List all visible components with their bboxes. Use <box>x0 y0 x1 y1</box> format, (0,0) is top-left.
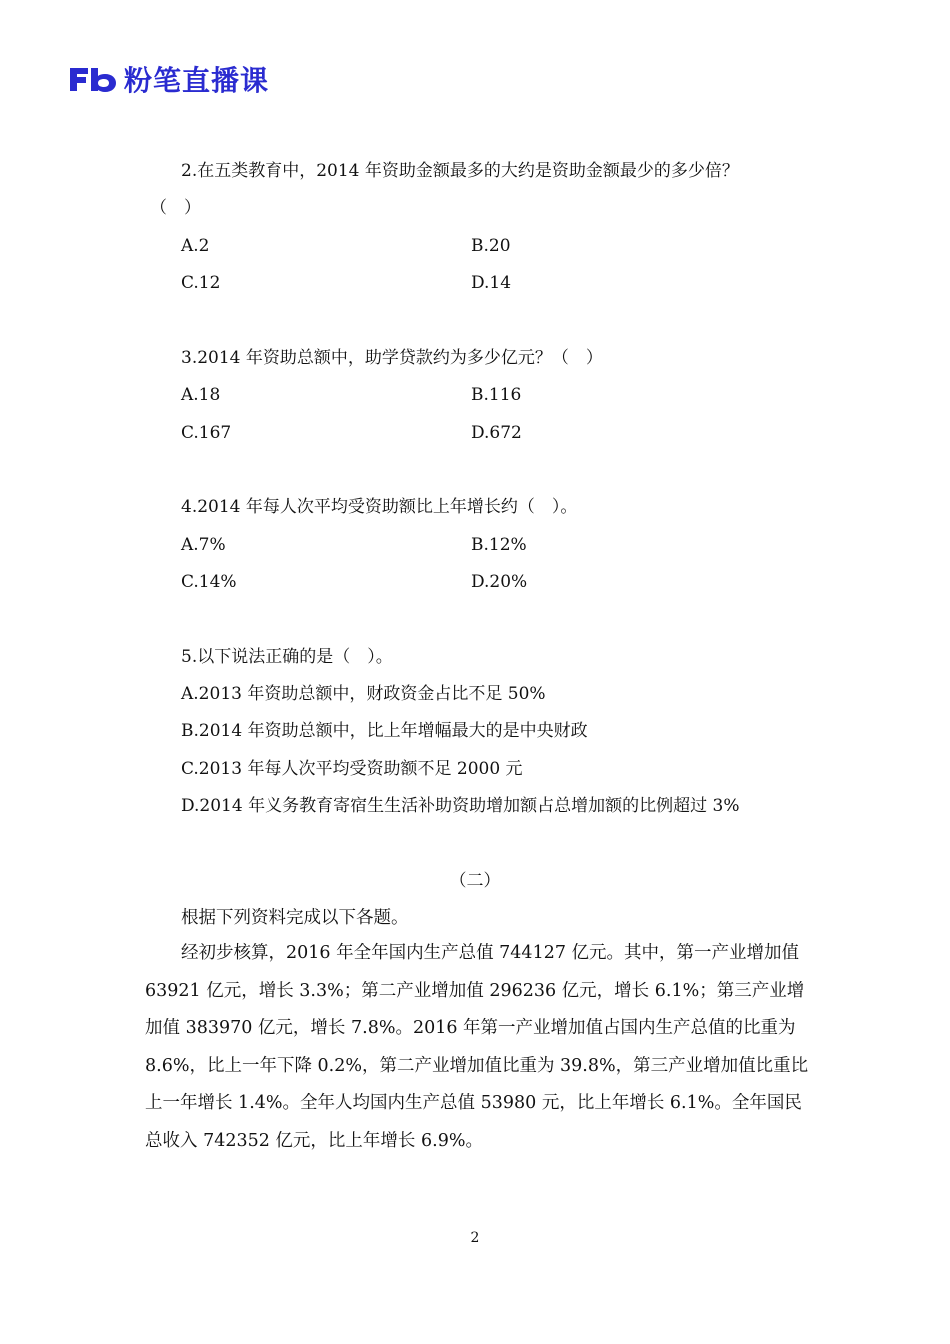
question-4-option-a: A.7% <box>181 535 226 555</box>
brand-logo <box>68 60 269 98</box>
fb-logo-icon <box>68 66 118 92</box>
question-5-stem: 5.以下说法正确的是（ ）。 <box>181 647 393 667</box>
question-5-option-d: D.2014 年义务教育寄宿生生活补助资助增加额占总增加额的比例超过 3% <box>181 796 740 816</box>
question-5-option-c: C.2013 年每人次平均受资助额不足 2000 元 <box>181 759 523 779</box>
page-number: 2 <box>470 1230 480 1246</box>
question-3-option-d: D.672 <box>471 423 522 443</box>
question-3-option-b: B.116 <box>471 385 522 405</box>
question-5-option-b: B.2014 年资助总额中，比上年增幅最大的是中央财政 <box>181 721 588 741</box>
question-2-stem: 2.在五类教育中，2014 年资助金额最多的大约是资助金额最少的多少倍？ <box>181 161 739 181</box>
question-4-option-b: B.12% <box>471 535 527 555</box>
question-2-option-c: C.12 <box>181 273 221 293</box>
question-2-option-a: A.2 <box>181 236 210 256</box>
logo-text: 粉笔直播课 <box>124 64 270 97</box>
question-4-option-d: D.20% <box>471 572 528 592</box>
question-5-option-a: A.2013 年资助总额中，财政资金占比不足 50% <box>181 684 546 704</box>
section-intro: 根据下列资料完成以下各题。 <box>181 908 409 928</box>
section-body-paragraph: 经初步核算，2016 年全年国内生产总值 744127 亿元。其中，第一产业增加值 63921 亿元，增长 3.3%；第二产业增加值 296236 亿元，增长 6.1%；第三产业增加值 383970 亿元，增长 7.8%。2016 年第一产业增加值占国内生产总值的比重为 8.6%，比上一年下降 0.2%，第二产业增加值比重为 39.8%，第三产业增加值比重比上一年增长 1.4%。全年人均国内生产总值 53980 元，比上年增长 6.1%。全年国民总收入 742352 亿元，比上年增长 6.9%。 <box>145 943 809 1151</box>
question-3-stem: 3.2014 年资助总额中，助学贷款约为多少亿元？（ ） <box>181 348 603 368</box>
question-4-option-c: C.14% <box>181 572 237 592</box>
question-4-stem: 4.2014 年每人次平均受资助额比上年增长约（ ）。 <box>181 497 578 517</box>
question-2-stem-continuation: （ ） <box>150 198 201 218</box>
question-2-option-b: B.20 <box>471 236 511 256</box>
question-3-option-c: C.167 <box>181 423 232 443</box>
question-3-option-a: A.18 <box>181 385 221 405</box>
question-2-option-d: D.14 <box>471 273 512 293</box>
section-title: （二） <box>449 871 501 891</box>
